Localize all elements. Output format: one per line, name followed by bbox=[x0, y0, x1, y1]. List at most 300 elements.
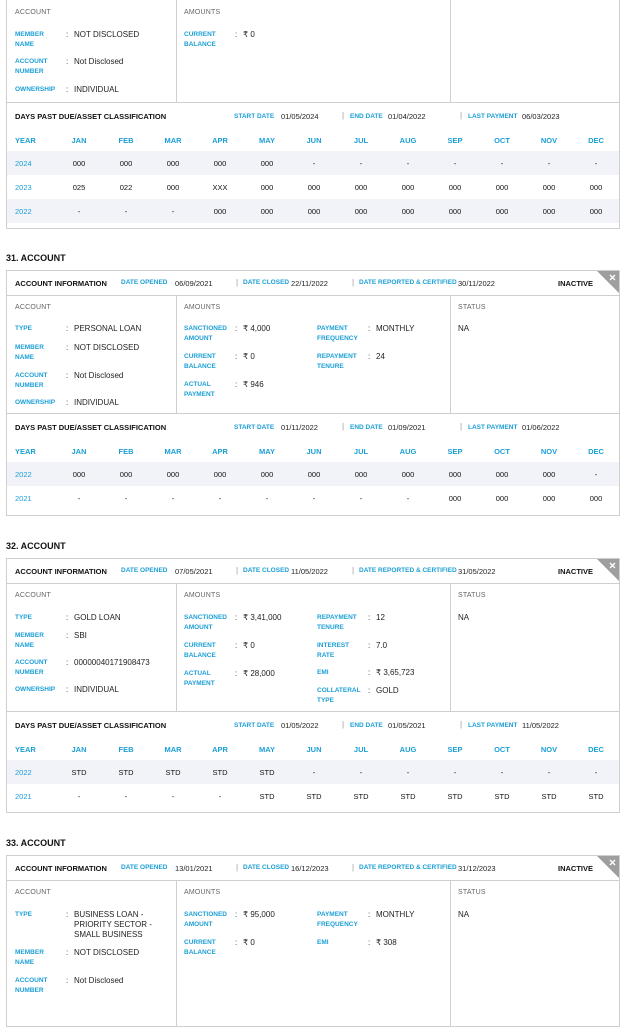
ownership-value: INDIVIDUAL bbox=[74, 398, 119, 407]
end-date-label: END DATE bbox=[350, 722, 383, 729]
dpd-cell: STD bbox=[541, 792, 557, 801]
dpd-cell: 000 bbox=[401, 183, 415, 192]
sanctioned-amount-label: SANCTIONED AMOUNT bbox=[184, 325, 227, 342]
dpd-cell: 000 bbox=[542, 470, 556, 479]
colon: : bbox=[66, 371, 69, 380]
dpd-cell: - bbox=[594, 768, 598, 777]
month-header-feb: FEB bbox=[118, 745, 134, 754]
last-payment-label: LAST PAYMENT bbox=[468, 424, 518, 431]
dpd-cell: - bbox=[359, 494, 363, 503]
last-payment-label: LAST PAYMENT bbox=[468, 113, 518, 120]
dpd-cell: STD bbox=[588, 792, 604, 801]
date-opened-label: DATE OPENED bbox=[121, 864, 168, 871]
separator: | bbox=[352, 863, 355, 872]
interest-rate-value: 7.0 bbox=[376, 641, 388, 650]
dpd-cell: STD bbox=[306, 792, 322, 801]
last-payment-label: LAST PAYMENT bbox=[468, 722, 518, 729]
colon: : bbox=[66, 910, 69, 919]
account-card-31 bbox=[6, 270, 620, 516]
year-column-header: YEAR bbox=[15, 745, 36, 754]
date-closed-label: DATE CLOSED bbox=[243, 567, 290, 574]
status-section-label: STATUS bbox=[458, 592, 486, 599]
month-header-dec: DEC bbox=[588, 136, 604, 145]
emi-value: ₹ 308 bbox=[376, 938, 397, 947]
actual-payment-label: ACTUAL PAYMENT bbox=[184, 381, 215, 398]
account-card-30 bbox=[6, 0, 620, 229]
inactive-badge-label: INACTIVE bbox=[558, 279, 594, 288]
ownership-label: OWNERSHIP bbox=[15, 399, 56, 406]
colon: : bbox=[235, 324, 238, 333]
dpd-cell: 000 bbox=[166, 183, 180, 192]
dpd-cell: 000 bbox=[307, 470, 321, 479]
dpd-cell: 000 bbox=[72, 470, 86, 479]
dpd-cell: - bbox=[124, 494, 128, 503]
current-balance-label: CURRENT BALANCE bbox=[184, 353, 216, 370]
dpd-cell: - bbox=[77, 207, 81, 216]
dpd-cell: 025 bbox=[72, 183, 86, 192]
dpd-cell: 000 bbox=[260, 183, 274, 192]
month-header-feb: FEB bbox=[118, 447, 134, 456]
dpd-title: DAYS PAST DUE/ASSET CLASSIFICATION bbox=[15, 721, 167, 730]
colon: : bbox=[235, 30, 238, 39]
dpd-cell: 000 bbox=[495, 470, 509, 479]
status-value: NA bbox=[458, 324, 470, 333]
member-name-label: MEMBER NAME bbox=[15, 632, 44, 649]
sanctioned-amount-value: ₹ 95,000 bbox=[243, 910, 275, 919]
dpd-cell: 000 bbox=[213, 470, 227, 479]
colon: : bbox=[368, 352, 371, 361]
account-number-value: 00000040171908473 bbox=[74, 658, 150, 667]
month-header-may: MAY bbox=[259, 136, 275, 145]
dpd-cell: 000 bbox=[401, 470, 415, 479]
month-header-jan: JAN bbox=[71, 447, 87, 456]
start-date-value: 01/11/2022 bbox=[281, 423, 318, 432]
separator: | bbox=[342, 111, 345, 120]
ownership-label: OWNERSHIP bbox=[15, 686, 56, 693]
dpd-cell: 000 bbox=[495, 494, 509, 503]
dpd-cell: - bbox=[124, 792, 128, 801]
month-header-jan: JAN bbox=[71, 745, 87, 754]
date-opened-label: DATE OPENED bbox=[121, 567, 168, 574]
year-cell: 2024 bbox=[15, 159, 32, 168]
month-header-aug: AUG bbox=[399, 447, 417, 456]
last-payment-value: 06/03/2023 bbox=[522, 112, 560, 121]
amounts-section-label: AMOUNTS bbox=[184, 592, 221, 599]
account-information-label: ACCOUNT INFORMATION bbox=[15, 567, 107, 576]
month-header-may: MAY bbox=[259, 745, 275, 754]
dpd-cell: 000 bbox=[589, 494, 603, 503]
account-title: 31. ACCOUNT bbox=[6, 253, 66, 263]
dpd-cell: - bbox=[594, 470, 598, 479]
month-header-nov: NOV bbox=[540, 745, 558, 754]
colon: : bbox=[368, 324, 371, 333]
month-header-mar: MAR bbox=[164, 447, 182, 456]
last-payment-value: 11/05/2022 bbox=[522, 721, 559, 730]
dpd-cell: 000 bbox=[448, 494, 462, 503]
account-number-label: ACCOUNT NUMBER bbox=[15, 977, 48, 994]
actual-payment-value: ₹ 28,000 bbox=[243, 669, 275, 678]
payment-frequency-value: MONTHLY bbox=[376, 324, 415, 333]
account-title: 33. ACCOUNT bbox=[6, 838, 66, 848]
actual-payment-label: ACTUAL PAYMENT bbox=[184, 670, 215, 687]
current-balance-label: CURRENT BALANCE bbox=[184, 642, 216, 659]
dpd-title: DAYS PAST DUE/ASSET CLASSIFICATION bbox=[15, 423, 167, 432]
date-closed-value: 16/12/2023 bbox=[291, 864, 329, 873]
current-balance-value: ₹ 0 bbox=[243, 352, 255, 361]
separator: | bbox=[236, 278, 239, 287]
dpd-cell: 000 bbox=[448, 207, 462, 216]
dpd-cell: STD bbox=[259, 768, 275, 777]
last-payment-value: 01/06/2022 bbox=[522, 423, 560, 432]
start-date-label: START DATE bbox=[234, 113, 275, 120]
ownership-label: OWNERSHIP bbox=[15, 86, 56, 93]
type-value: BUSINESS LOAN - PRIORITY SECTOR - SMALL BUSINESS bbox=[74, 910, 152, 939]
dpd-cell: - bbox=[500, 159, 504, 168]
dpd-cell: STD bbox=[165, 768, 181, 777]
dpd-cell: - bbox=[547, 768, 551, 777]
dpd-cell: 000 bbox=[354, 183, 368, 192]
type-value: GOLD LOAN bbox=[74, 613, 121, 622]
year-cell: 2021 bbox=[15, 494, 32, 503]
month-header-jul: JUL bbox=[353, 745, 369, 754]
dpd-cell: 000 bbox=[307, 207, 321, 216]
month-header-jun: JUN bbox=[306, 745, 322, 754]
month-header-sep: SEP bbox=[447, 136, 463, 145]
date-reported-value: 30/11/2022 bbox=[458, 279, 495, 288]
collateral-type-value: GOLD bbox=[376, 686, 399, 695]
start-date-label: START DATE bbox=[234, 424, 275, 431]
separator: | bbox=[460, 111, 463, 120]
dpd-cell: - bbox=[77, 792, 81, 801]
dpd-cell: STD bbox=[353, 792, 369, 801]
dpd-cell: 000 bbox=[260, 470, 274, 479]
dpd-cell: STD bbox=[71, 768, 87, 777]
sanctioned-amount-value: ₹ 4,000 bbox=[243, 324, 271, 333]
separator: | bbox=[342, 720, 345, 729]
separator: | bbox=[352, 566, 355, 575]
type-value: PERSONAL LOAN bbox=[74, 324, 142, 333]
account-number-label: ACCOUNT NUMBER bbox=[15, 58, 48, 75]
member-name-value: SBI bbox=[74, 631, 87, 640]
dpd-cell: 000 bbox=[495, 207, 509, 216]
payment-frequency-label: PAYMENT FREQUENCY bbox=[317, 325, 358, 342]
dpd-cell: 000 bbox=[119, 470, 133, 479]
account-title: 32. ACCOUNT bbox=[6, 541, 66, 551]
repayment-tenure-label: REPAYMENT TENURE bbox=[317, 614, 357, 631]
member-name-label: MEMBER NAME bbox=[15, 949, 44, 966]
end-date-value: 01/04/2022 bbox=[388, 112, 426, 121]
month-header-nov: NOV bbox=[540, 447, 558, 456]
dpd-cell: 000 bbox=[542, 207, 556, 216]
repayment-tenure-value: 24 bbox=[376, 352, 385, 361]
dpd-cell: STD bbox=[212, 768, 228, 777]
colon: : bbox=[235, 641, 238, 650]
amounts-section-label: AMOUNTS bbox=[184, 9, 221, 16]
actual-payment-value: ₹ 946 bbox=[243, 380, 264, 389]
dpd-cell: 000 bbox=[542, 183, 556, 192]
month-header-aug: AUG bbox=[399, 136, 417, 145]
colon: : bbox=[66, 398, 69, 407]
dpd-cell: STD bbox=[494, 792, 510, 801]
colon: : bbox=[66, 685, 69, 694]
dpd-cell: - bbox=[312, 159, 316, 168]
member-name-label: MEMBER NAME bbox=[15, 31, 44, 48]
date-opened-value: 07/05/2021 bbox=[175, 567, 213, 576]
dpd-cell: - bbox=[171, 207, 175, 216]
dpd-cell: 000 bbox=[213, 207, 227, 216]
colon: : bbox=[235, 669, 238, 678]
month-header-dec: DEC bbox=[588, 745, 604, 754]
dpd-cell: 000 bbox=[589, 183, 603, 192]
separator: | bbox=[460, 720, 463, 729]
colon: : bbox=[66, 658, 69, 667]
month-header-sep: SEP bbox=[447, 745, 463, 754]
date-closed-value: 11/05/2022 bbox=[291, 567, 328, 576]
interest-rate-label: INTEREST RATE bbox=[317, 642, 350, 659]
dpd-cell: 000 bbox=[72, 159, 86, 168]
emi-value: ₹ 3,65,723 bbox=[376, 668, 415, 677]
separator: | bbox=[236, 566, 239, 575]
sanctioned-amount-label: SANCTIONED AMOUNT bbox=[184, 614, 227, 631]
current-balance-value: ₹ 0 bbox=[243, 641, 255, 650]
dpd-cell: 000 bbox=[354, 207, 368, 216]
colon: : bbox=[66, 30, 69, 39]
close-corner-icon[interactable] bbox=[597, 559, 619, 581]
month-header-oct: OCT bbox=[494, 447, 510, 456]
payment-frequency-value: MONTHLY bbox=[376, 910, 415, 919]
account-section-label: ACCOUNT bbox=[15, 9, 52, 16]
colon: : bbox=[368, 686, 371, 695]
account-section-label: ACCOUNT bbox=[15, 304, 52, 311]
colon: : bbox=[66, 343, 69, 352]
amounts-section-label: AMOUNTS bbox=[184, 889, 221, 896]
colon: : bbox=[368, 668, 371, 677]
dpd-cell: - bbox=[124, 207, 128, 216]
month-header-dec: DEC bbox=[588, 447, 604, 456]
dpd-cell: 000 bbox=[589, 207, 603, 216]
date-closed-label: DATE CLOSED bbox=[243, 864, 290, 871]
collateral-type-label: COLLATERAL TYPE bbox=[317, 687, 361, 704]
separator: | bbox=[460, 422, 463, 431]
month-header-feb: FEB bbox=[118, 136, 134, 145]
colon: : bbox=[235, 352, 238, 361]
emi-label: EMI bbox=[317, 669, 329, 676]
dpd-cell: 000 bbox=[307, 183, 321, 192]
ownership-value: INDIVIDUAL bbox=[74, 685, 119, 694]
payment-frequency-label: PAYMENT FREQUENCY bbox=[317, 911, 358, 928]
sanctioned-amount-label: SANCTIONED AMOUNT bbox=[184, 911, 227, 928]
member-name-value: NOT DISCLOSED bbox=[74, 30, 140, 39]
dpd-cell: STD bbox=[447, 792, 463, 801]
start-date-value: 01/05/2022 bbox=[281, 721, 319, 730]
account-card-33 bbox=[6, 855, 620, 1027]
account-section-label: ACCOUNT bbox=[15, 592, 52, 599]
dpd-cell: - bbox=[594, 159, 598, 168]
amounts-section-label: AMOUNTS bbox=[184, 304, 221, 311]
dpd-cell: 000 bbox=[260, 159, 274, 168]
month-header-jun: JUN bbox=[306, 136, 322, 145]
date-reported-value: 31/12/2023 bbox=[458, 864, 496, 873]
account-number-value: Not Disclosed bbox=[74, 57, 124, 66]
colon: : bbox=[235, 938, 238, 947]
dpd-cell: 000 bbox=[213, 159, 227, 168]
repayment-tenure-label: REPAYMENT TENURE bbox=[317, 353, 357, 370]
year-cell: 2021 bbox=[15, 792, 32, 801]
colon: : bbox=[66, 613, 69, 622]
month-header-oct: OCT bbox=[494, 745, 510, 754]
colon: : bbox=[235, 910, 238, 919]
type-label: TYPE bbox=[15, 325, 32, 332]
dpd-cell: - bbox=[406, 159, 410, 168]
date-opened-value: 13/01/2021 bbox=[175, 864, 213, 873]
dpd-cell: - bbox=[265, 494, 269, 503]
month-header-jul: JUL bbox=[353, 447, 369, 456]
colon: : bbox=[368, 910, 371, 919]
dpd-cell: - bbox=[359, 768, 363, 777]
separator: | bbox=[236, 863, 239, 872]
month-header-sep: SEP bbox=[447, 447, 463, 456]
close-corner-icon[interactable] bbox=[597, 856, 619, 878]
emi-label: EMI bbox=[317, 939, 329, 946]
account-number-value: Not Disclosed bbox=[74, 371, 124, 380]
account-number-label: ACCOUNT NUMBER bbox=[15, 372, 48, 389]
dpd-cell: 000 bbox=[448, 183, 462, 192]
colon: : bbox=[66, 57, 69, 66]
dpd-cell: - bbox=[218, 792, 222, 801]
colon: : bbox=[368, 938, 371, 947]
colon: : bbox=[66, 631, 69, 640]
type-label: TYPE bbox=[15, 911, 32, 918]
dpd-cell: - bbox=[171, 494, 175, 503]
month-header-aug: AUG bbox=[399, 745, 417, 754]
status-value: NA bbox=[458, 910, 470, 919]
month-header-jun: JUN bbox=[306, 447, 322, 456]
member-name-label: MEMBER NAME bbox=[15, 344, 44, 361]
close-corner-icon[interactable] bbox=[597, 271, 619, 293]
date-reported-value: 31/05/2022 bbox=[458, 567, 496, 576]
dpd-cell: STD bbox=[118, 768, 134, 777]
repayment-tenure-value: 12 bbox=[376, 613, 385, 622]
end-date-label: END DATE bbox=[350, 424, 383, 431]
month-header-apr: APR bbox=[212, 745, 228, 754]
dpd-cell: - bbox=[171, 792, 175, 801]
dpd-cell: - bbox=[453, 159, 457, 168]
current-balance-value: ₹ 0 bbox=[243, 938, 255, 947]
month-header-mar: MAR bbox=[164, 136, 182, 145]
colon: : bbox=[368, 613, 371, 622]
dpd-cell: 000 bbox=[166, 470, 180, 479]
dpd-cell: XXX bbox=[212, 183, 228, 192]
month-header-may: MAY bbox=[259, 447, 275, 456]
month-header-oct: OCT bbox=[494, 136, 510, 145]
date-reported-label: DATE REPORTED & CERTIFIED bbox=[359, 279, 457, 286]
dpd-cell: - bbox=[406, 768, 410, 777]
dpd-cell: 000 bbox=[354, 470, 368, 479]
ownership-value: INDIVIDUAL bbox=[74, 85, 119, 94]
type-label: TYPE bbox=[15, 614, 32, 621]
dpd-cell: 000 bbox=[119, 159, 133, 168]
account-number-label: ACCOUNT NUMBER bbox=[15, 659, 48, 676]
end-date-value: 01/09/2021 bbox=[388, 423, 426, 432]
month-header-jan: JAN bbox=[71, 136, 87, 145]
dpd-cell: STD bbox=[400, 792, 416, 801]
dpd-cell: - bbox=[500, 768, 504, 777]
member-name-value: NOT DISCLOSED bbox=[74, 343, 140, 352]
start-date-value: 01/05/2024 bbox=[281, 112, 319, 121]
year-cell: 2022 bbox=[15, 768, 32, 777]
month-header-nov: NOV bbox=[540, 136, 558, 145]
member-name-value: NOT DISCLOSED bbox=[74, 948, 140, 957]
dpd-cell: - bbox=[218, 494, 222, 503]
account-information-label: ACCOUNT INFORMATION bbox=[15, 864, 107, 873]
account-section-label: ACCOUNT bbox=[15, 889, 52, 896]
dpd-cell: 000 bbox=[260, 207, 274, 216]
month-header-apr: APR bbox=[212, 447, 228, 456]
account-number-value: Not Disclosed bbox=[74, 976, 124, 985]
dpd-cell: 000 bbox=[448, 470, 462, 479]
year-column-header: YEAR bbox=[15, 136, 36, 145]
current-balance-value: ₹ 0 bbox=[243, 30, 255, 39]
colon: : bbox=[368, 641, 371, 650]
month-header-jul: JUL bbox=[353, 136, 369, 145]
dpd-cell: - bbox=[312, 768, 316, 777]
dpd-cell: - bbox=[77, 494, 81, 503]
dpd-cell: - bbox=[453, 768, 457, 777]
year-column-header: YEAR bbox=[15, 447, 36, 456]
account-card-32 bbox=[6, 558, 620, 813]
dpd-cell: - bbox=[406, 494, 410, 503]
dpd-cell: 000 bbox=[495, 183, 509, 192]
sanctioned-amount-value: ₹ 3,41,000 bbox=[243, 613, 282, 622]
dpd-cell: 000 bbox=[401, 207, 415, 216]
status-section-label: STATUS bbox=[458, 304, 486, 311]
month-header-mar: MAR bbox=[164, 745, 182, 754]
dpd-cell: 022 bbox=[119, 183, 133, 192]
end-date-label: END DATE bbox=[350, 113, 383, 120]
dpd-cell: 000 bbox=[542, 494, 556, 503]
start-date-label: START DATE bbox=[234, 722, 275, 729]
dpd-title: DAYS PAST DUE/ASSET CLASSIFICATION bbox=[15, 112, 167, 121]
dpd-cell: 000 bbox=[166, 159, 180, 168]
date-opened-value: 06/09/2021 bbox=[175, 279, 213, 288]
date-closed-value: 22/11/2022 bbox=[291, 279, 328, 288]
dpd-cell: - bbox=[312, 494, 316, 503]
colon: : bbox=[235, 613, 238, 622]
date-reported-label: DATE REPORTED & CERTIFIED bbox=[359, 567, 457, 574]
account-information-label: ACCOUNT INFORMATION bbox=[15, 279, 107, 288]
colon: : bbox=[66, 948, 69, 957]
dpd-cell: - bbox=[359, 159, 363, 168]
status-section-label: STATUS bbox=[458, 889, 486, 896]
year-cell: 2022 bbox=[15, 470, 32, 479]
separator: | bbox=[342, 422, 345, 431]
dpd-cell: - bbox=[547, 159, 551, 168]
colon: : bbox=[66, 324, 69, 333]
end-date-value: 01/05/2021 bbox=[388, 721, 426, 730]
inactive-badge-label: INACTIVE bbox=[558, 567, 594, 576]
year-cell: 2022 bbox=[15, 207, 32, 216]
date-opened-label: DATE OPENED bbox=[121, 279, 168, 286]
status-value: NA bbox=[458, 613, 470, 622]
colon: : bbox=[66, 85, 69, 94]
year-cell: 2023 bbox=[15, 183, 32, 192]
colon: : bbox=[66, 976, 69, 985]
inactive-badge-label: INACTIVE bbox=[558, 864, 594, 873]
date-closed-label: DATE CLOSED bbox=[243, 279, 290, 286]
date-reported-label: DATE REPORTED & CERTIFIED bbox=[359, 864, 457, 871]
separator: | bbox=[352, 278, 355, 287]
current-balance-label: CURRENT BALANCE bbox=[184, 939, 216, 956]
